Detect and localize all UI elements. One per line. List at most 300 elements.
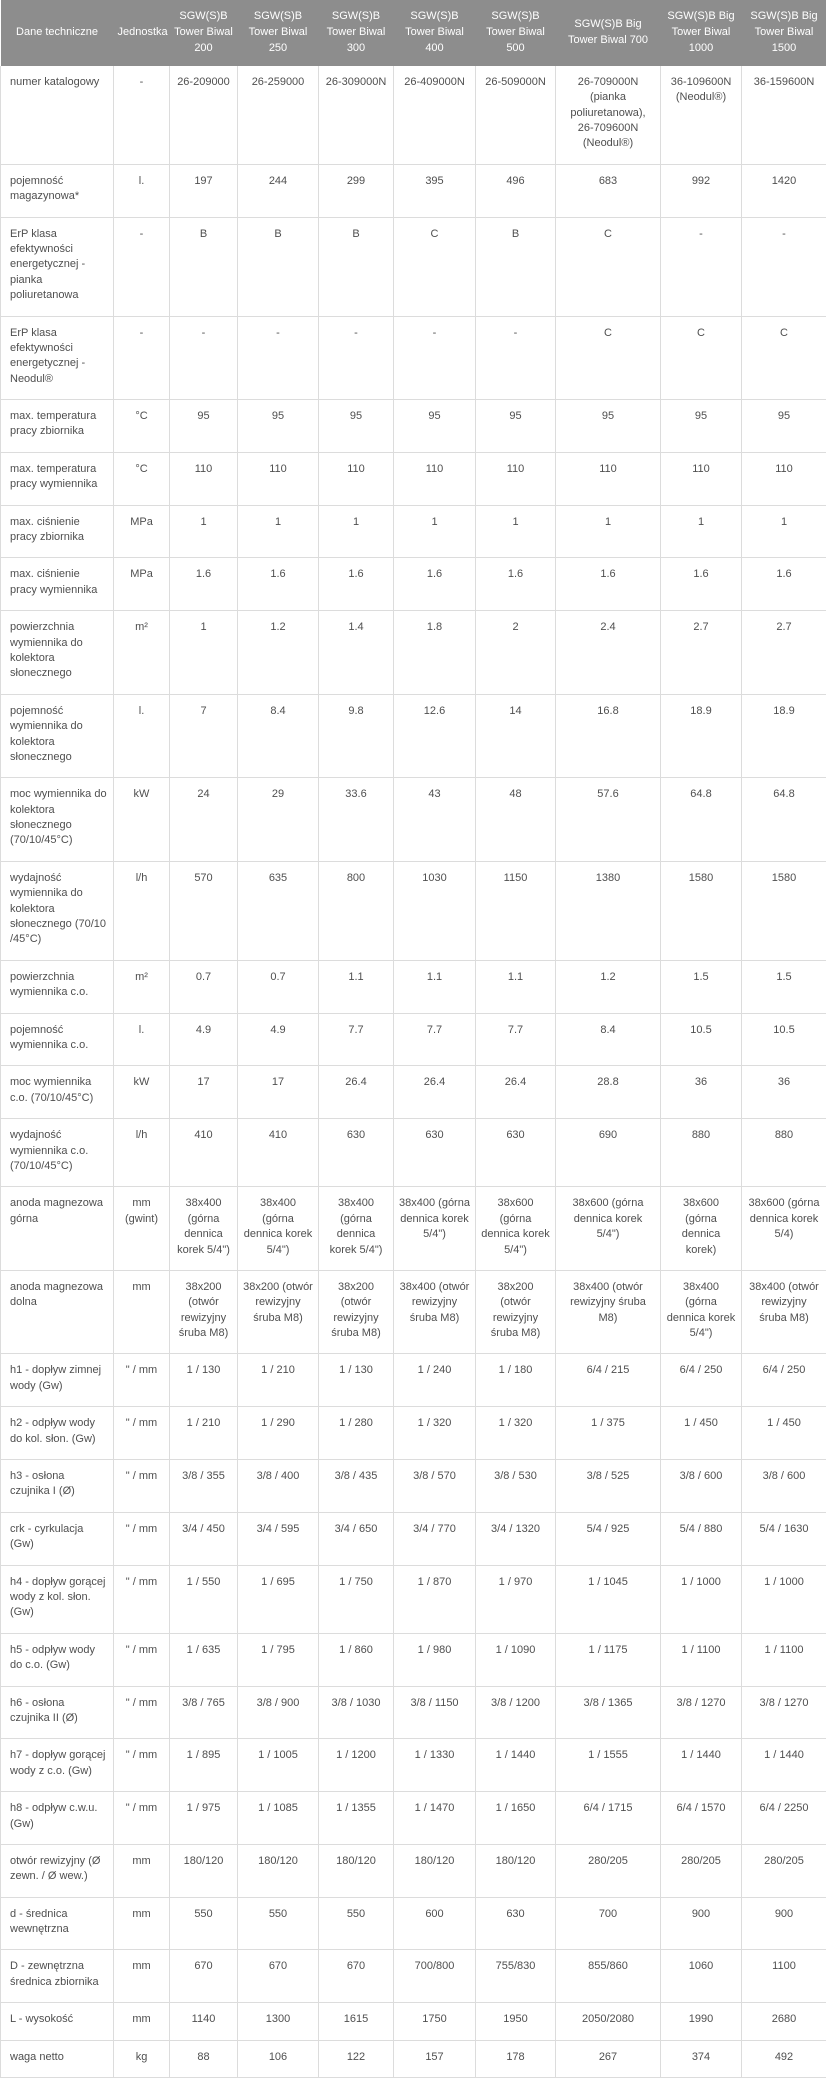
value-cell: 630 [476, 1119, 556, 1187]
value-cell: 1 / 895 [170, 1739, 238, 1792]
table-row [1, 611, 826, 695]
unit-cell: l/h [114, 1119, 170, 1187]
value-cell: 1.6 [661, 558, 742, 611]
value-cell: 28.8 [556, 1066, 661, 1119]
unit-cell: l/h [114, 861, 170, 960]
value-cell: 2 [476, 611, 556, 695]
value-cell: 670 [170, 1950, 238, 2003]
value-cell: 1 / 975 [170, 1792, 238, 1845]
value-cell: 1 / 1440 [661, 1739, 742, 1792]
value-cell: 7.7 [319, 1013, 394, 1066]
row-label-cell: moc wymiennika c.o. (70/10/45°C) [1, 1066, 114, 1119]
row-label-cell: h6 - osłona czujnika II (Ø) [1, 1686, 114, 1739]
row-label-cell: ErP klasa efektywności energetycznej - Neodul® [1, 316, 114, 400]
value-cell: 110 [476, 452, 556, 505]
value-cell: 690 [556, 1119, 661, 1187]
value-cell: 1.5 [742, 960, 826, 1013]
row-label-cell: max. temperatura pracy zbiornika [1, 400, 114, 453]
value-cell: 600 [394, 1897, 476, 1950]
table-row [1, 1066, 826, 1119]
table-row [1, 2003, 826, 2040]
value-cell: 57.6 [556, 778, 661, 862]
value-cell: 1 / 1650 [476, 1792, 556, 1845]
value-cell: 1300 [238, 2003, 319, 2040]
table-row [1, 1460, 826, 1513]
value-cell: 2050/2080 [556, 2003, 661, 2040]
value-cell: 3/8 / 600 [661, 1460, 742, 1513]
value-cell: 1.5 [661, 960, 742, 1013]
value-cell: 244 [238, 164, 319, 217]
value-cell: 110 [742, 452, 826, 505]
value-cell: 1 / 450 [661, 1407, 742, 1460]
row-label-cell: h7 - dopływ gorącej wody z c.o. (Gw) [1, 1739, 114, 1792]
value-cell: 1030 [394, 861, 476, 960]
unit-cell: " / mm [114, 1739, 170, 1792]
value-cell: 550 [170, 1897, 238, 1950]
value-cell: 6/4 / 250 [661, 1354, 742, 1407]
value-cell: 1 [556, 505, 661, 558]
row-label-cell: h5 - odpływ wody do c.o. (Gw) [1, 1633, 114, 1686]
value-cell: 3/4 / 770 [394, 1512, 476, 1565]
value-cell: 7.7 [476, 1013, 556, 1066]
value-cell: 492 [742, 2040, 826, 2077]
value-cell: 280/205 [556, 1844, 661, 1897]
value-cell: 3/8 / 530 [476, 1460, 556, 1513]
value-cell: 1 / 130 [170, 1354, 238, 1407]
value-cell: 395 [394, 164, 476, 217]
table-row [1, 2040, 826, 2077]
table-row [1, 400, 826, 453]
row-label-cell: pojemność magazynowa* [1, 164, 114, 217]
value-cell: 64.8 [661, 778, 742, 862]
row-label-cell: h8 - odpływ c.w.u. (Gw) [1, 1792, 114, 1845]
unit-cell: " / mm [114, 1633, 170, 1686]
value-cell: 1 / 860 [319, 1633, 394, 1686]
value-cell: 755/830 [476, 1950, 556, 2003]
value-cell: 1 / 1440 [476, 1739, 556, 1792]
value-cell: 26.4 [476, 1066, 556, 1119]
value-cell: 5/4 / 880 [661, 1512, 742, 1565]
value-cell: 630 [394, 1119, 476, 1187]
value-cell: 3/8 / 1365 [556, 1686, 661, 1739]
value-cell: 33.6 [319, 778, 394, 862]
row-label-cell: crk - cyrkulacja (Gw) [1, 1512, 114, 1565]
value-cell: 4.9 [238, 1013, 319, 1066]
value-cell: 180/120 [319, 1844, 394, 1897]
value-cell: 43 [394, 778, 476, 862]
value-cell: 26-409000N [394, 66, 476, 164]
value-cell: 1 / 1440 [742, 1739, 826, 1792]
value-cell: 10.5 [742, 1013, 826, 1066]
value-cell: 17 [170, 1066, 238, 1119]
value-cell: 1 [319, 505, 394, 558]
value-cell: 1 / 240 [394, 1354, 476, 1407]
value-cell: 38x600 (górna dennica korek 5/4") [476, 1187, 556, 1271]
value-cell: 6/4 / 2250 [742, 1792, 826, 1845]
value-cell: 106 [238, 2040, 319, 2077]
value-cell: 18.9 [742, 694, 826, 778]
value-cell: 12.6 [394, 694, 476, 778]
value-cell: 1 / 970 [476, 1565, 556, 1633]
unit-cell: " / mm [114, 1512, 170, 1565]
value-cell: 1 [742, 505, 826, 558]
value-cell: 64.8 [742, 778, 826, 862]
value-cell: 110 [238, 452, 319, 505]
unit-cell: mm [114, 1897, 170, 1950]
table-row [1, 452, 826, 505]
value-cell: 38x400 (górna dennica korek 5/4") [661, 1270, 742, 1354]
table-row [1, 1354, 826, 1407]
value-cell: 1 [661, 505, 742, 558]
unit-cell: m² [114, 960, 170, 1013]
value-cell: 496 [476, 164, 556, 217]
unit-cell: MPa [114, 558, 170, 611]
value-cell: 3/8 / 400 [238, 1460, 319, 1513]
value-cell: 38x600 (górna dennica korek 5/4") [556, 1187, 661, 1271]
value-cell: 570 [170, 861, 238, 960]
value-cell: 880 [742, 1119, 826, 1187]
value-cell: 95 [170, 400, 238, 453]
value-cell: 0.7 [170, 960, 238, 1013]
value-cell: 110 [394, 452, 476, 505]
value-cell: 1.8 [394, 611, 476, 695]
value-cell: 1 / 320 [394, 1407, 476, 1460]
value-cell: 36 [742, 1066, 826, 1119]
value-cell: 1.2 [556, 960, 661, 1013]
value-cell: 29 [238, 778, 319, 862]
value-cell: 670 [238, 1950, 319, 2003]
value-cell: 8.4 [556, 1013, 661, 1066]
row-label-cell: max. temperatura pracy wymiennika [1, 452, 114, 505]
value-cell: 3/8 / 355 [170, 1460, 238, 1513]
value-cell: B [238, 217, 319, 316]
value-cell: 110 [556, 452, 661, 505]
value-cell: 1 [170, 611, 238, 695]
column-header-model: SGW(S)B Tower Biwal 200 [170, 0, 238, 66]
value-cell: 1580 [661, 861, 742, 960]
value-cell: 6/4 / 1715 [556, 1792, 661, 1845]
unit-cell: " / mm [114, 1792, 170, 1845]
value-cell: 95 [476, 400, 556, 453]
table-row [1, 960, 826, 1013]
value-cell: 38x400 (otwór rewizyjny śruba M8) [556, 1270, 661, 1354]
value-cell: 95 [319, 400, 394, 453]
unit-cell: " / mm [114, 1565, 170, 1633]
value-cell: 38x400 (górna dennica korek 5/4") [394, 1187, 476, 1271]
table-row [1, 1187, 826, 1271]
table-row [1, 1119, 826, 1187]
table-row [1, 861, 826, 960]
value-cell: 38x600 (górna dennica korek 5/4) [742, 1187, 826, 1271]
table-row [1, 316, 826, 400]
value-cell: 280/205 [661, 1844, 742, 1897]
value-cell: 38x200 (otwór rewizyjny śruba M8) [476, 1270, 556, 1354]
value-cell: 700 [556, 1897, 661, 1950]
column-header-model: SGW(S)B Tower Biwal 400 [394, 0, 476, 66]
table-row [1, 1270, 826, 1354]
value-cell: 2.7 [742, 611, 826, 695]
value-cell: 1 / 375 [556, 1407, 661, 1460]
table-row [1, 1686, 826, 1739]
row-label-cell: ErP klasa efektywności energetycznej - pianka poliuretanowa [1, 217, 114, 316]
column-header-model: SGW(S)B Big Tower Biwal 1000 [661, 0, 742, 66]
value-cell: - [170, 316, 238, 400]
value-cell: 1140 [170, 2003, 238, 2040]
value-cell: 3/8 / 525 [556, 1460, 661, 1513]
value-cell: 1.1 [476, 960, 556, 1013]
table-row [1, 694, 826, 778]
value-cell: 1 / 1005 [238, 1739, 319, 1792]
value-cell: B [170, 217, 238, 316]
value-cell: 3/8 / 1030 [319, 1686, 394, 1739]
header-dane-techniczne: Dane techniczne [1, 0, 114, 66]
value-cell: 900 [742, 1897, 826, 1950]
value-cell: 38x600 (górna dennica korek) [661, 1187, 742, 1271]
value-cell: 880 [661, 1119, 742, 1187]
table-row [1, 558, 826, 611]
unit-cell: m² [114, 611, 170, 695]
value-cell: 1950 [476, 2003, 556, 2040]
value-cell: 26.4 [394, 1066, 476, 1119]
column-header-model: SGW(S)B Tower Biwal 300 [319, 0, 394, 66]
value-cell: 3/8 / 435 [319, 1460, 394, 1513]
value-cell: 410 [170, 1119, 238, 1187]
value-cell: 14 [476, 694, 556, 778]
value-cell: 1150 [476, 861, 556, 960]
unit-cell: mm [114, 1270, 170, 1354]
row-label-cell: max. ciśnienie pracy zbiornika [1, 505, 114, 558]
value-cell: 280/205 [742, 1844, 826, 1897]
value-cell: 122 [319, 2040, 394, 2077]
value-cell: 9.8 [319, 694, 394, 778]
value-cell: 1 / 1100 [742, 1633, 826, 1686]
value-cell: 1 / 635 [170, 1633, 238, 1686]
table-row [1, 1844, 826, 1897]
unit-cell: mm (gwint) [114, 1187, 170, 1271]
value-cell: 16.8 [556, 694, 661, 778]
value-cell: - [742, 217, 826, 316]
value-cell: 3/8 / 1200 [476, 1686, 556, 1739]
value-cell: 36 [661, 1066, 742, 1119]
value-cell: 1.1 [394, 960, 476, 1013]
column-header-model: SGW(S)B Big Tower Biwal 1500 [742, 0, 826, 66]
value-cell: 180/120 [394, 1844, 476, 1897]
row-label-cell: max. ciśnienie pracy wymiennika [1, 558, 114, 611]
table-row [1, 1739, 826, 1792]
value-cell: 410 [238, 1119, 319, 1187]
value-cell: 95 [556, 400, 661, 453]
value-cell: 180/120 [170, 1844, 238, 1897]
value-cell: 900 [661, 1897, 742, 1950]
value-cell: 1 / 1090 [476, 1633, 556, 1686]
row-label-cell: otwór rewizyjny (Ø zewn. / Ø wew.) [1, 1844, 114, 1897]
value-cell: 1.4 [319, 611, 394, 695]
value-cell: 6/4 / 250 [742, 1354, 826, 1407]
table-row [1, 1633, 826, 1686]
row-label-cell: moc wymiennika do kolektora słonecznego (70/10/45°C) [1, 778, 114, 862]
value-cell: 299 [319, 164, 394, 217]
table-row [1, 1565, 826, 1633]
value-cell: 38x400 (górna dennica korek 5/4") [319, 1187, 394, 1271]
value-cell: 670 [319, 1950, 394, 2003]
value-cell: 1 [476, 505, 556, 558]
value-cell: 10.5 [661, 1013, 742, 1066]
value-cell: 36-109600N (Neodul®) [661, 66, 742, 164]
value-cell: 1 / 1470 [394, 1792, 476, 1845]
table-row [1, 66, 826, 164]
value-cell: 3/8 / 600 [742, 1460, 826, 1513]
unit-cell: " / mm [114, 1460, 170, 1513]
value-cell: 26-259000 [238, 66, 319, 164]
table-row [1, 1792, 826, 1845]
value-cell: 1 / 1555 [556, 1739, 661, 1792]
value-cell: - [319, 316, 394, 400]
value-cell: 88 [170, 2040, 238, 2077]
row-label-cell: anoda magnezowa dolna [1, 1270, 114, 1354]
row-label-cell: h2 - odpływ wody do kol. słon. (Gw) [1, 1407, 114, 1460]
value-cell: 1 / 290 [238, 1407, 319, 1460]
value-cell: - [661, 217, 742, 316]
column-header-model: SGW(S)B Big Tower Biwal 700 [556, 0, 661, 66]
row-label-cell: h4 - dopływ gorącej wody z kol. słon. (Gw) [1, 1565, 114, 1633]
value-cell: 550 [319, 1897, 394, 1950]
value-cell: 550 [238, 1897, 319, 1950]
value-cell: 1 / 1355 [319, 1792, 394, 1845]
table-row [1, 1407, 826, 1460]
row-label-cell: L - wysokość [1, 2003, 114, 2040]
unit-cell: " / mm [114, 1407, 170, 1460]
value-cell: 2680 [742, 2003, 826, 2040]
unit-cell: - [114, 316, 170, 400]
value-cell: 1100 [742, 1950, 826, 2003]
unit-cell: MPa [114, 505, 170, 558]
value-cell: 26-509000N [476, 66, 556, 164]
value-cell: 180/120 [476, 1844, 556, 1897]
value-cell: 1 / 695 [238, 1565, 319, 1633]
value-cell: - [476, 316, 556, 400]
value-cell: - [394, 316, 476, 400]
value-cell: 38x200 (otwór rewizyjny śruba M8) [319, 1270, 394, 1354]
value-cell: 1 / 180 [476, 1354, 556, 1407]
header-jednostka: Jednostka [114, 0, 170, 66]
value-cell: 38x400 (otwór rewizyjny śruba M8) [394, 1270, 476, 1354]
value-cell: 630 [319, 1119, 394, 1187]
value-cell: 3/8 / 900 [238, 1686, 319, 1739]
value-cell: B [476, 217, 556, 316]
table-row [1, 505, 826, 558]
value-cell: 1 / 1100 [661, 1633, 742, 1686]
value-cell: 26.4 [319, 1066, 394, 1119]
value-cell: 1 / 750 [319, 1565, 394, 1633]
value-cell: 4.9 [170, 1013, 238, 1066]
value-cell: 1 / 550 [170, 1565, 238, 1633]
value-cell: 1 / 1330 [394, 1739, 476, 1792]
value-cell: 38x200 (otwór rewizyjny śruba M8) [238, 1270, 319, 1354]
value-cell: 178 [476, 2040, 556, 2077]
value-cell: 95 [742, 400, 826, 453]
value-cell: 38x400 (otwór rewizyjny śruba M8) [742, 1270, 826, 1354]
value-cell: 2.4 [556, 611, 661, 695]
unit-cell: " / mm [114, 1686, 170, 1739]
row-label-cell: h1 - dopływ zimnej wody (Gw) [1, 1354, 114, 1407]
value-cell: 1615 [319, 2003, 394, 2040]
value-cell: 855/860 [556, 1950, 661, 2003]
value-cell: 1 / 1175 [556, 1633, 661, 1686]
value-cell: 635 [238, 861, 319, 960]
value-cell: 110 [319, 452, 394, 505]
value-cell: 6/4 / 215 [556, 1354, 661, 1407]
value-cell: 26-709000N (pianka poliuretanowa), 26-709600N (Neodul®) [556, 66, 661, 164]
value-cell: 0.7 [238, 960, 319, 1013]
unit-cell: kW [114, 778, 170, 862]
value-cell: C [742, 316, 826, 400]
value-cell: 1 / 980 [394, 1633, 476, 1686]
column-header-model: SGW(S)B Tower Biwal 500 [476, 0, 556, 66]
value-cell: 1380 [556, 861, 661, 960]
unit-cell: l. [114, 164, 170, 217]
table-row [1, 778, 826, 862]
unit-cell: mm [114, 1950, 170, 2003]
table-row [1, 1512, 826, 1565]
value-cell: 1 [238, 505, 319, 558]
value-cell: 197 [170, 164, 238, 217]
value-cell: C [556, 316, 661, 400]
value-cell: 2.7 [661, 611, 742, 695]
value-cell: 7 [170, 694, 238, 778]
unit-cell: mm [114, 1844, 170, 1897]
unit-cell: l. [114, 694, 170, 778]
value-cell: 3/4 / 650 [319, 1512, 394, 1565]
value-cell: 95 [394, 400, 476, 453]
value-cell: 26-309000N [319, 66, 394, 164]
value-cell: 110 [661, 452, 742, 505]
value-cell: 267 [556, 2040, 661, 2077]
table-row [1, 1897, 826, 1950]
table-row [1, 1950, 826, 2003]
value-cell: 3/8 / 1150 [394, 1686, 476, 1739]
header-row [1, 0, 826, 66]
column-header-model: SGW(S)B Tower Biwal 250 [238, 0, 319, 66]
table-row [1, 1013, 826, 1066]
unit-cell: mm [114, 2003, 170, 2040]
value-cell: 1060 [661, 1950, 742, 2003]
value-cell: 1.2 [238, 611, 319, 695]
value-cell: 1990 [661, 2003, 742, 2040]
value-cell: 18.9 [661, 694, 742, 778]
value-cell: 1.6 [170, 558, 238, 611]
value-cell: B [319, 217, 394, 316]
value-cell: 24 [170, 778, 238, 862]
value-cell: C [661, 316, 742, 400]
row-label-cell: pojemność wymiennika do kolektora słonecznego [1, 694, 114, 778]
value-cell: 3/8 / 1270 [742, 1686, 826, 1739]
value-cell: 1 / 450 [742, 1407, 826, 1460]
value-cell: C [394, 217, 476, 316]
row-label-cell: powierzchnia wymiennika do kolektora słonecznego [1, 611, 114, 695]
unit-cell: kW [114, 1066, 170, 1119]
value-cell: 8.4 [238, 694, 319, 778]
row-label-cell: waga netto [1, 2040, 114, 2077]
value-cell: 6/4 / 1570 [661, 1792, 742, 1845]
value-cell: 3/8 / 570 [394, 1460, 476, 1513]
value-cell: 700/800 [394, 1950, 476, 2003]
value-cell: 374 [661, 2040, 742, 2077]
value-cell: 36-159600N [742, 66, 826, 164]
value-cell: 1.6 [476, 558, 556, 611]
value-cell: 992 [661, 164, 742, 217]
table-row [1, 217, 826, 316]
value-cell: 3/8 / 1270 [661, 1686, 742, 1739]
